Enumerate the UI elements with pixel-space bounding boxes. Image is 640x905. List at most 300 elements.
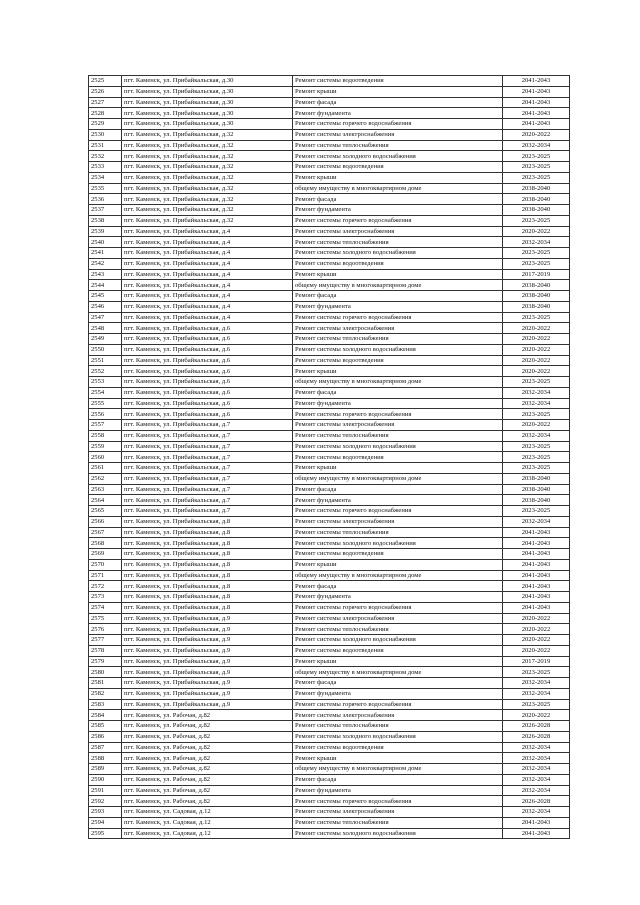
address-cell: пгт. Каменск, ул. Прибайкальская, д.4 [122, 312, 293, 323]
table-row [89, 215, 570, 226]
table-row [89, 119, 570, 130]
table-row [89, 635, 570, 646]
row-number-cell: 2559 [89, 441, 122, 452]
table-body [89, 76, 570, 839]
period-cell: 2020-2022 [503, 420, 570, 431]
period-cell: 2032-2034 [503, 398, 570, 409]
address-cell: пгт. Каменск, ул. Прибайкальская, д.9 [122, 645, 293, 656]
row-number-cell: 2530 [89, 129, 122, 140]
address-cell: пгт. Каменск, ул. Прибайкальская, д.7 [122, 430, 293, 441]
work-type-cell: Ремонт крыши [293, 269, 503, 280]
period-cell: 2038-2040 [503, 291, 570, 302]
address-cell: пгт. Каменск, ул. Прибайкальская, д.30 [122, 119, 293, 130]
row-number-cell: 2578 [89, 645, 122, 656]
period-cell: 2032-2034 [503, 387, 570, 398]
address-cell: пгт. Каменск, ул. Прибайкальская, д.4 [122, 269, 293, 280]
period-cell: 2023-2025 [503, 248, 570, 259]
work-type-cell: Ремонт системы теплоснабжения [293, 237, 503, 248]
table-row [89, 817, 570, 828]
address-cell: пгт. Каменск, ул. Рабочая, д.82 [122, 764, 293, 775]
table-row [89, 162, 570, 173]
table-row [89, 731, 570, 742]
period-cell: 2026-2028 [503, 721, 570, 732]
work-type-cell: Ремонт системы водоотведения [293, 645, 503, 656]
row-number-cell: 2549 [89, 334, 122, 345]
address-cell: пгт. Каменск, ул. Прибайкальская, д.6 [122, 323, 293, 334]
address-cell: пгт. Каменск, ул. Прибайкальская, д.32 [122, 215, 293, 226]
period-cell: 2032-2034 [503, 140, 570, 151]
table-row [89, 699, 570, 710]
row-number-cell: 2573 [89, 592, 122, 603]
period-cell: 2023-2025 [503, 667, 570, 678]
work-type-cell: общему имуществу в многоквартирном доме [293, 377, 503, 388]
work-type-cell: общему имуществу в многоквартирном доме [293, 667, 503, 678]
table-row [89, 742, 570, 753]
address-cell: пгт. Каменск, ул. Прибайкальская, д.8 [122, 549, 293, 560]
table-row [89, 624, 570, 635]
table-row [89, 473, 570, 484]
row-number-cell: 2586 [89, 731, 122, 742]
row-number-cell: 2557 [89, 420, 122, 431]
work-type-cell: Ремонт системы горячего водоснабжения [293, 796, 503, 807]
address-cell: пгт. Каменск, ул. Прибайкальская, д.4 [122, 280, 293, 291]
row-number-cell: 2526 [89, 86, 122, 97]
address-cell: пгт. Каменск, ул. Прибайкальская, д.9 [122, 699, 293, 710]
row-number-cell: 2541 [89, 248, 122, 259]
table-row [89, 398, 570, 409]
address-cell: пгт. Каменск, ул. Прибайкальская, д.32 [122, 172, 293, 183]
table-row [89, 667, 570, 678]
table-row [89, 248, 570, 259]
work-type-cell: Ремонт системы горячего водоснабжения [293, 602, 503, 613]
address-cell: пгт. Каменск, ул. Прибайкальская, д.4 [122, 237, 293, 248]
period-cell: 2020-2022 [503, 645, 570, 656]
table-row [89, 323, 570, 334]
row-number-cell: 2550 [89, 344, 122, 355]
work-type-cell: Ремонт системы холодного водоснабжения [293, 344, 503, 355]
work-type-cell: Ремонт системы электроснабжения [293, 710, 503, 721]
work-type-cell: Ремонт системы электроснабжения [293, 129, 503, 140]
table-row [89, 258, 570, 269]
address-cell: пгт. Каменск, ул. Прибайкальская, д.7 [122, 452, 293, 463]
address-cell: пгт. Каменск, ул. Прибайкальская, д.9 [122, 624, 293, 635]
table-row [89, 280, 570, 291]
period-cell: 2041-2043 [503, 86, 570, 97]
period-cell: 2020-2022 [503, 344, 570, 355]
row-number-cell: 2558 [89, 430, 122, 441]
address-cell: пгт. Каменск, ул. Прибайкальская, д.9 [122, 656, 293, 667]
period-cell: 2023-2025 [503, 377, 570, 388]
table-row [89, 785, 570, 796]
work-type-cell: Ремонт системы холодного водоснабжения [293, 731, 503, 742]
table-row [89, 269, 570, 280]
row-number-cell: 2556 [89, 409, 122, 420]
row-number-cell: 2585 [89, 721, 122, 732]
period-cell: 2032-2034 [503, 688, 570, 699]
address-cell: пгт. Каменск, ул. Прибайкальская, д.7 [122, 506, 293, 517]
table-row [89, 377, 570, 388]
period-cell: 2023-2025 [503, 506, 570, 517]
row-number-cell: 2546 [89, 301, 122, 312]
work-type-cell: Ремонт крыши [293, 559, 503, 570]
row-number-cell: 2552 [89, 366, 122, 377]
work-type-cell: Ремонт системы холодного водоснабжения [293, 635, 503, 646]
row-number-cell: 2591 [89, 785, 122, 796]
period-cell: 2038-2040 [503, 183, 570, 194]
address-cell: пгт. Каменск, ул. Прибайкальская, д.32 [122, 183, 293, 194]
work-type-cell: Ремонт фасада [293, 97, 503, 108]
work-type-cell: Ремонт системы водоотведения [293, 162, 503, 173]
period-cell: 2020-2022 [503, 129, 570, 140]
work-type-cell: Ремонт системы холодного водоснабжения [293, 828, 503, 839]
address-cell: пгт. Каменск, ул. Рабочая, д.82 [122, 721, 293, 732]
address-cell: пгт. Каменск, ул. Прибайкальская, д.8 [122, 570, 293, 581]
period-cell: 2038-2040 [503, 484, 570, 495]
address-cell: пгт. Каменск, ул. Прибайкальская, д.8 [122, 516, 293, 527]
work-type-cell: Ремонт фасада [293, 291, 503, 302]
table-row [89, 506, 570, 517]
table-row [89, 387, 570, 398]
period-cell: 2041-2043 [503, 549, 570, 560]
period-cell: 2017-2019 [503, 269, 570, 280]
address-cell: пгт. Каменск, ул. Рабочая, д.82 [122, 710, 293, 721]
row-number-cell: 2544 [89, 280, 122, 291]
work-type-cell: Ремонт крыши [293, 753, 503, 764]
work-type-cell: Ремонт фасада [293, 678, 503, 689]
period-cell: 2032-2034 [503, 774, 570, 785]
period-cell: 2032-2034 [503, 237, 570, 248]
row-number-cell: 2562 [89, 473, 122, 484]
table-row [89, 129, 570, 140]
table-row [89, 108, 570, 119]
row-number-cell: 2543 [89, 269, 122, 280]
period-cell: 2038-2040 [503, 473, 570, 484]
period-cell: 2026-2028 [503, 796, 570, 807]
work-type-cell: общему имуществу в многоквартирном доме [293, 764, 503, 775]
address-cell: пгт. Каменск, ул. Прибайкальская, д.7 [122, 441, 293, 452]
work-type-cell: Ремонт системы электроснабжения [293, 613, 503, 624]
address-cell: пгт. Каменск, ул. Прибайкальская, д.7 [122, 463, 293, 474]
table-row [89, 172, 570, 183]
work-type-cell: Ремонт фасада [293, 484, 503, 495]
table-row [89, 559, 570, 570]
address-cell: пгт. Каменск, ул. Прибайкальская, д.8 [122, 559, 293, 570]
row-number-cell: 2536 [89, 194, 122, 205]
row-number-cell: 2570 [89, 559, 122, 570]
period-cell: 2020-2022 [503, 226, 570, 237]
work-type-cell: Ремонт системы электроснабжения [293, 323, 503, 334]
address-cell: пгт. Каменск, ул. Рабочая, д.82 [122, 796, 293, 807]
period-cell: 2032-2034 [503, 753, 570, 764]
period-cell: 2020-2022 [503, 613, 570, 624]
period-cell: 2041-2043 [503, 559, 570, 570]
work-type-cell: Ремонт системы горячего водоснабжения [293, 699, 503, 710]
row-number-cell: 2551 [89, 355, 122, 366]
table-row [89, 527, 570, 538]
address-cell: пгт. Каменск, ул. Прибайкальская, д.32 [122, 151, 293, 162]
work-type-cell: Ремонт фасада [293, 194, 503, 205]
address-cell: пгт. Каменск, ул. Прибайкальская, д.32 [122, 162, 293, 173]
row-number-cell: 2593 [89, 807, 122, 818]
period-cell: 2038-2040 [503, 495, 570, 506]
period-cell: 2023-2025 [503, 409, 570, 420]
row-number-cell: 2561 [89, 463, 122, 474]
address-cell: пгт. Каменск, ул. Прибайкальская, д.6 [122, 409, 293, 420]
period-cell: 2023-2025 [503, 452, 570, 463]
work-type-cell: Ремонт фундамента [293, 301, 503, 312]
work-type-cell: Ремонт системы теплоснабжения [293, 817, 503, 828]
work-type-cell: Ремонт крыши [293, 172, 503, 183]
period-cell: 2041-2043 [503, 592, 570, 603]
table-row [89, 581, 570, 592]
address-cell: пгт. Каменск, ул. Прибайкальская, д.8 [122, 581, 293, 592]
period-cell: 2023-2025 [503, 312, 570, 323]
period-cell: 2020-2022 [503, 710, 570, 721]
work-type-cell: Ремонт крыши [293, 366, 503, 377]
table-row [89, 710, 570, 721]
row-number-cell: 2539 [89, 226, 122, 237]
table-row [89, 796, 570, 807]
period-cell: 2032-2034 [503, 742, 570, 753]
row-number-cell: 2535 [89, 183, 122, 194]
address-cell: пгт. Каменск, ул. Прибайкальская, д.30 [122, 108, 293, 119]
address-cell: пгт. Каменск, ул. Прибайкальская, д.32 [122, 205, 293, 216]
table-row [89, 753, 570, 764]
address-cell: пгт. Каменск, ул. Прибайкальская, д.9 [122, 688, 293, 699]
table-row [89, 828, 570, 839]
table-row [89, 484, 570, 495]
period-cell: 2041-2043 [503, 538, 570, 549]
address-cell: пгт. Каменск, ул. Прибайкальская, д.6 [122, 334, 293, 345]
work-type-cell: Ремонт крыши [293, 656, 503, 667]
work-type-cell: Ремонт системы электроснабжения [293, 516, 503, 527]
row-number-cell: 2590 [89, 774, 122, 785]
row-number-cell: 2571 [89, 570, 122, 581]
period-cell: 2038-2040 [503, 194, 570, 205]
row-number-cell: 2533 [89, 162, 122, 173]
work-type-cell: Ремонт системы холодного водоснабжения [293, 248, 503, 259]
work-type-cell: Ремонт фасада [293, 387, 503, 398]
work-type-cell: Ремонт фасада [293, 774, 503, 785]
work-type-cell: Ремонт системы холодного водоснабжения [293, 441, 503, 452]
table-row [89, 774, 570, 785]
table-row [89, 420, 570, 431]
address-cell: пгт. Каменск, ул. Прибайкальская, д.4 [122, 301, 293, 312]
table-row [89, 344, 570, 355]
period-cell: 2032-2034 [503, 807, 570, 818]
address-cell: пгт. Каменск, ул. Прибайкальская, д.7 [122, 495, 293, 506]
work-type-cell: Ремонт системы горячего водоснабжения [293, 312, 503, 323]
table-row [89, 538, 570, 549]
period-cell: 2023-2025 [503, 215, 570, 226]
table-row [89, 151, 570, 162]
address-cell: пгт. Каменск, ул. Прибайкальская, д.32 [122, 194, 293, 205]
period-cell: 2032-2034 [503, 785, 570, 796]
address-cell: пгт. Каменск, ул. Рабочая, д.82 [122, 753, 293, 764]
period-cell: 2038-2040 [503, 280, 570, 291]
work-type-cell: Ремонт системы теплоснабжения [293, 140, 503, 151]
address-cell: пгт. Каменск, ул. Прибайкальская, д.4 [122, 248, 293, 259]
work-type-cell: Ремонт фундамента [293, 108, 503, 119]
address-cell: пгт. Каменск, ул. Прибайкальская, д.30 [122, 97, 293, 108]
row-number-cell: 2525 [89, 76, 122, 87]
work-type-cell: Ремонт системы горячего водоснабжения [293, 119, 503, 130]
row-number-cell: 2582 [89, 688, 122, 699]
table-row [89, 226, 570, 237]
table-row [89, 430, 570, 441]
work-type-cell: Ремонт системы водоотведения [293, 452, 503, 463]
address-cell: пгт. Каменск, ул. Садовая, д.12 [122, 807, 293, 818]
work-type-cell: Ремонт фундамента [293, 398, 503, 409]
row-number-cell: 2553 [89, 377, 122, 388]
row-number-cell: 2534 [89, 172, 122, 183]
period-cell: 2023-2025 [503, 258, 570, 269]
address-cell: пгт. Каменск, ул. Прибайкальская, д.30 [122, 76, 293, 87]
address-cell: пгт. Каменск, ул. Прибайкальская, д.6 [122, 344, 293, 355]
row-number-cell: 2581 [89, 678, 122, 689]
address-cell: пгт. Каменск, ул. Прибайкальская, д.6 [122, 366, 293, 377]
address-cell: пгт. Каменск, ул. Прибайкальская, д.9 [122, 678, 293, 689]
table-row [89, 602, 570, 613]
row-number-cell: 2577 [89, 635, 122, 646]
work-type-cell: Ремонт системы водоотведения [293, 549, 503, 560]
row-number-cell: 2580 [89, 667, 122, 678]
work-type-cell: Ремонт фундамента [293, 495, 503, 506]
table-row [89, 613, 570, 624]
work-type-cell: Ремонт фасада [293, 581, 503, 592]
work-type-cell: Ремонт системы водоотведения [293, 76, 503, 87]
work-type-cell: Ремонт системы электроснабжения [293, 420, 503, 431]
table-row [89, 301, 570, 312]
row-number-cell: 2560 [89, 452, 122, 463]
table-row [89, 592, 570, 603]
period-cell: 2041-2043 [503, 108, 570, 119]
address-cell: пгт. Каменск, ул. Прибайкальская, д.8 [122, 527, 293, 538]
row-number-cell: 2529 [89, 119, 122, 130]
period-cell: 2020-2022 [503, 323, 570, 334]
row-number-cell: 2537 [89, 205, 122, 216]
period-cell: 2032-2034 [503, 430, 570, 441]
period-cell: 2020-2022 [503, 355, 570, 366]
period-cell: 2020-2022 [503, 635, 570, 646]
work-type-cell: Ремонт системы холодного водоснабжения [293, 538, 503, 549]
work-type-cell: Ремонт системы электроснабжения [293, 226, 503, 237]
address-cell: пгт. Каменск, ул. Прибайкальская, д.4 [122, 291, 293, 302]
row-number-cell: 2538 [89, 215, 122, 226]
table-row [89, 140, 570, 151]
work-type-cell: общему имуществу в многоквартирном доме [293, 473, 503, 484]
row-number-cell: 2554 [89, 387, 122, 398]
row-number-cell: 2584 [89, 710, 122, 721]
period-cell: 2023-2025 [503, 172, 570, 183]
table-row [89, 194, 570, 205]
period-cell: 2038-2040 [503, 205, 570, 216]
address-cell: пгт. Каменск, ул. Рабочая, д.82 [122, 785, 293, 796]
table-row [89, 463, 570, 474]
row-number-cell: 2572 [89, 581, 122, 592]
row-number-cell: 2595 [89, 828, 122, 839]
work-type-cell: Ремонт крыши [293, 463, 503, 474]
work-type-cell: Ремонт системы теплоснабжения [293, 721, 503, 732]
table-row [89, 495, 570, 506]
table-row [89, 183, 570, 194]
period-cell: 2023-2025 [503, 441, 570, 452]
work-type-cell: Ремонт системы теплоснабжения [293, 527, 503, 538]
address-cell: пгт. Каменск, ул. Прибайкальская, д.6 [122, 377, 293, 388]
address-cell: пгт. Каменск, ул. Прибайкальская, д.30 [122, 86, 293, 97]
address-cell: пгт. Каменск, ул. Прибайкальская, д.8 [122, 592, 293, 603]
address-cell: пгт. Каменск, ул. Прибайкальская, д.32 [122, 140, 293, 151]
address-cell: пгт. Каменск, ул. Садовая, д.12 [122, 828, 293, 839]
address-cell: пгт. Каменск, ул. Прибайкальская, д.7 [122, 473, 293, 484]
table-row [89, 237, 570, 248]
table-row [89, 452, 570, 463]
work-type-cell: Ремонт системы водоотведения [293, 742, 503, 753]
address-cell: пгт. Каменск, ул. Прибайкальская, д.9 [122, 667, 293, 678]
work-type-cell: Ремонт системы холодного водоснабжения [293, 151, 503, 162]
work-type-cell: общему имуществу в многоквартирном доме [293, 183, 503, 194]
row-number-cell: 2555 [89, 398, 122, 409]
period-cell: 2017-2019 [503, 656, 570, 667]
row-number-cell: 2583 [89, 699, 122, 710]
address-cell: пгт. Каменск, ул. Прибайкальская, д.4 [122, 258, 293, 269]
work-type-cell: Ремонт фундамента [293, 205, 503, 216]
table-row [89, 441, 570, 452]
table-row [89, 549, 570, 560]
address-cell: пгт. Каменск, ул. Прибайкальская, д.8 [122, 602, 293, 613]
table-row [89, 205, 570, 216]
row-number-cell: 2566 [89, 516, 122, 527]
period-cell: 2023-2025 [503, 699, 570, 710]
row-number-cell: 2547 [89, 312, 122, 323]
period-cell: 2041-2043 [503, 527, 570, 538]
address-cell: пгт. Каменск, ул. Прибайкальская, д.6 [122, 398, 293, 409]
table-row [89, 86, 570, 97]
repair-schedule-table [88, 75, 570, 839]
address-cell: пгт. Каменск, ул. Рабочая, д.82 [122, 774, 293, 785]
table-row [89, 764, 570, 775]
work-type-cell: Ремонт крыши [293, 86, 503, 97]
table-row [89, 76, 570, 87]
address-cell: пгт. Каменск, ул. Рабочая, д.82 [122, 731, 293, 742]
period-cell: 2023-2025 [503, 162, 570, 173]
work-type-cell: Ремонт системы теплоснабжения [293, 334, 503, 345]
row-number-cell: 2588 [89, 753, 122, 764]
address-cell: пгт. Каменск, ул. Прибайкальская, д.4 [122, 226, 293, 237]
address-cell: пгт. Каменск, ул. Прибайкальская, д.7 [122, 420, 293, 431]
address-cell: пгт. Каменск, ул. Прибайкальская, д.9 [122, 613, 293, 624]
row-number-cell: 2587 [89, 742, 122, 753]
address-cell: пгт. Каменск, ул. Прибайкальская, д.6 [122, 387, 293, 398]
work-type-cell: общему имуществу в многоквартирном доме [293, 280, 503, 291]
table-row [89, 678, 570, 689]
row-number-cell: 2589 [89, 764, 122, 775]
row-number-cell: 2532 [89, 151, 122, 162]
period-cell: 2032-2034 [503, 678, 570, 689]
work-type-cell: Ремонт системы горячего водоснабжения [293, 215, 503, 226]
row-number-cell: 2574 [89, 602, 122, 613]
work-type-cell: Ремонт системы теплоснабжения [293, 430, 503, 441]
work-type-cell: Ремонт фундамента [293, 592, 503, 603]
period-cell: 2041-2043 [503, 119, 570, 130]
row-number-cell: 2548 [89, 323, 122, 334]
period-cell: 2041-2043 [503, 581, 570, 592]
period-cell: 2023-2025 [503, 463, 570, 474]
address-cell: пгт. Каменск, ул. Прибайкальская, д.32 [122, 129, 293, 140]
work-type-cell: Ремонт системы теплоснабжения [293, 624, 503, 635]
address-cell: пгт. Каменск, ул. Прибайкальская, д.6 [122, 355, 293, 366]
row-number-cell: 2545 [89, 291, 122, 302]
